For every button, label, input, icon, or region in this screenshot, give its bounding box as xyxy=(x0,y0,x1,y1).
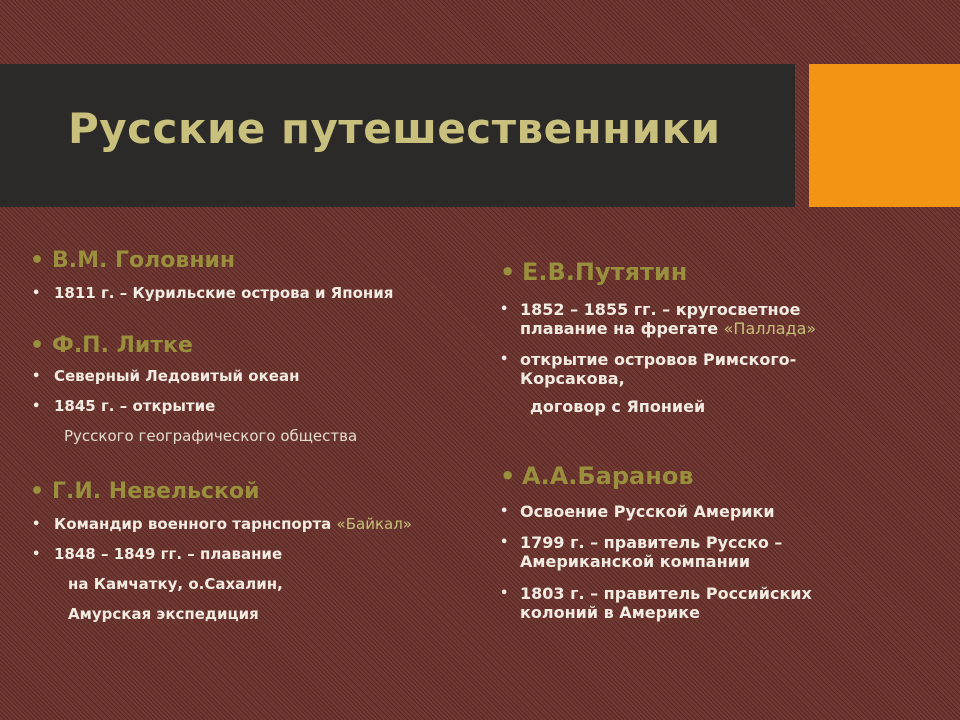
baranov-item-1803: • 1803 г. – правитель Российских колоний в Америке xyxy=(498,584,860,622)
putyatin-item-islands-text: открытие островов Римского-Корсакова, xyxy=(520,350,797,388)
baranov-item-america: • Освоение Русской Америки xyxy=(498,502,938,521)
putyatin-item-pallada-text: 1852 – 1855 гг. – кругосветное плавание на фрегате xyxy=(520,300,801,338)
nevelskoy-item-1848: • 1848 – 1849 гг. – плавание xyxy=(28,545,468,564)
litke-heading: • Ф.П. Литке xyxy=(28,333,468,359)
litke-item-1845: • 1845 г. – открытие xyxy=(28,397,468,416)
left-column xyxy=(28,248,468,624)
putyatin-ship-name: «Паллада» xyxy=(723,319,817,338)
litke-society: Русского географического общества xyxy=(64,427,358,445)
right-column xyxy=(498,258,938,622)
nevelskoy-heading: • Г.И. Невельской xyxy=(28,479,468,505)
nevelskoy-ship-name: «Байкал» xyxy=(336,515,412,533)
nevelskoy-item-baikal xyxy=(28,515,468,534)
putyatin-item-islands xyxy=(498,350,860,388)
nevelskoy-item-baikal-text: Командир военного тарнспорта xyxy=(54,515,337,533)
putyatin-japan: договор с Японией xyxy=(530,397,706,416)
baranov-section xyxy=(498,462,938,622)
golovnin-heading: • В.М. Головнин xyxy=(28,248,468,274)
accent-block xyxy=(809,64,960,207)
baranov-item-1799: • 1799 г. – правитель Русско – Американской компании xyxy=(498,533,840,571)
litke-item-ocean: • Северный Ледовитый океан xyxy=(28,367,468,386)
nevelskoy-kamchatka: на Камчатку, о.Сахалин, xyxy=(68,575,283,593)
golovnin-section xyxy=(28,248,468,303)
putyatin-item-pallada xyxy=(498,300,870,338)
putyatin-heading: • Е.В.Путятин xyxy=(498,258,938,286)
slide-title: Русские путешественники xyxy=(68,104,721,153)
golovnin-item: • 1811 г. – Курильские острова и Япония xyxy=(28,284,468,303)
litke-section xyxy=(28,333,468,446)
nevelskoy-amur: Амурская экспедиция xyxy=(68,605,259,623)
nevelskoy-section xyxy=(28,479,468,624)
baranov-heading: • А.А.Баранов xyxy=(498,462,938,490)
putyatin-section xyxy=(498,258,938,416)
